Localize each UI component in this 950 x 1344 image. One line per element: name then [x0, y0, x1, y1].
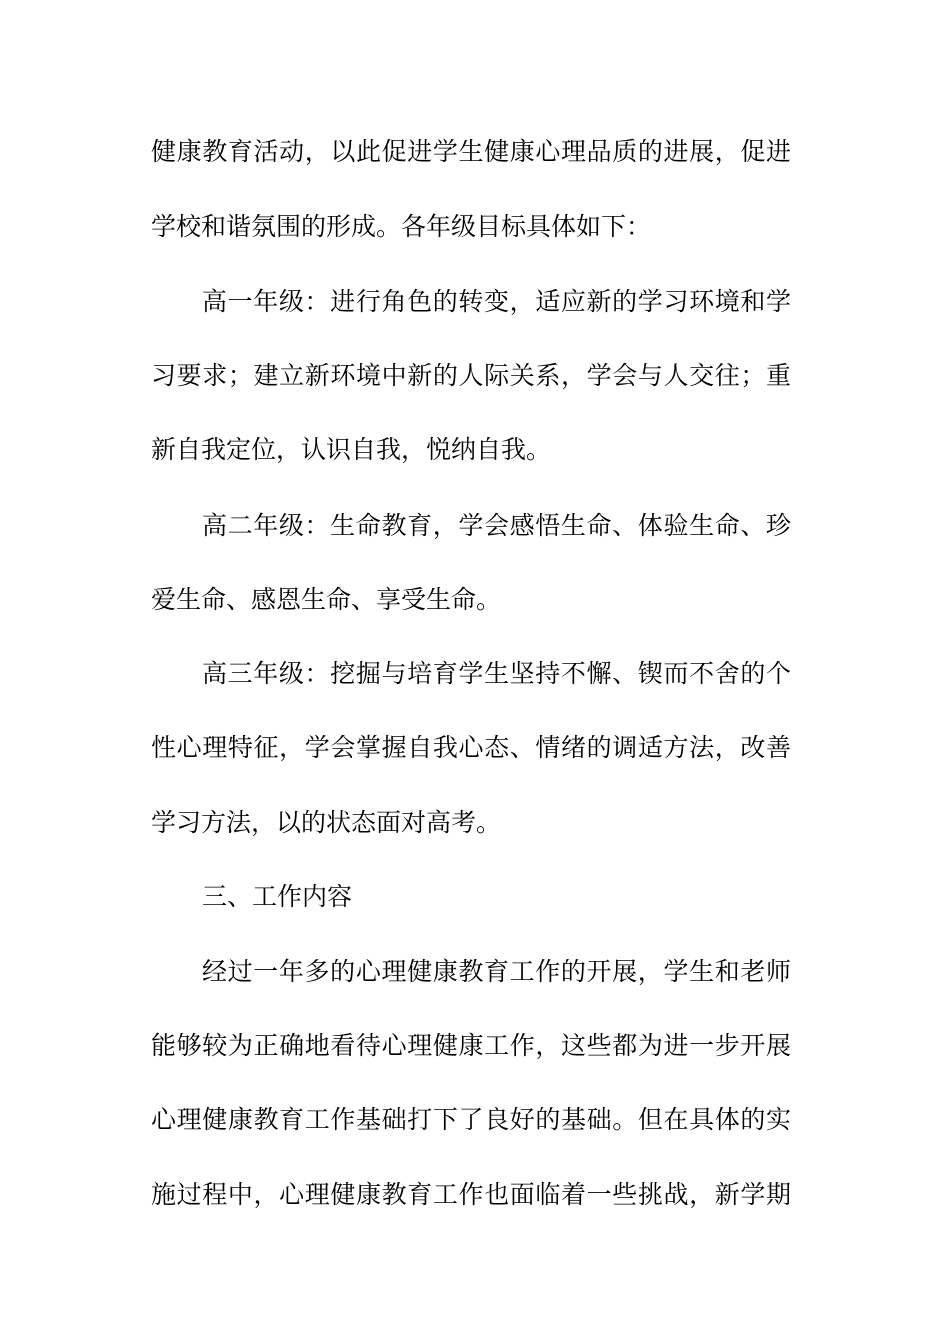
text-line: 高一年级：进行角色的转变，适应新的学习环境和学 — [202, 287, 791, 316]
text-line: 高二年级：生命教育，学会感悟生命、体验生命、珍 — [202, 511, 791, 540]
text-line: 习要求；建立新环境中新的人际关系，学会与人交往；重 — [151, 361, 791, 390]
text-line: 学校和谐氛围的形成。各年级目标具体如下： — [151, 212, 652, 241]
text-line: 性心理特征，学会掌握自我心态、情绪的调适方法，改善 — [151, 733, 791, 762]
text-line: 能够较为正确地看待心理健康工作，这些都为进一步开展 — [151, 1031, 791, 1060]
text-line: 经过一年多的心理健康教育工作的开展，学生和老师 — [202, 957, 791, 986]
section-heading: 三、工作内容 — [202, 882, 353, 911]
text-line: 新自我定位，认识自我，悦纳自我。 — [151, 435, 552, 464]
text-line: 爱生命、感恩生命、享受生命。 — [151, 585, 502, 614]
text-line: 心理健康教育工作基础打下了良好的基础。但在具体的实 — [151, 1105, 791, 1134]
text-line: 施过程中，心理健康教育工作也面临着一些挑战，新学期 — [151, 1180, 791, 1209]
text-line: 高三年级：挖掘与培育学生坚持不懈、锲而不舍的个 — [202, 659, 791, 688]
text-line: 学习方法，以的状态面对高考。 — [151, 808, 502, 837]
text-line: 健康教育活动，以此促进学生健康心理品质的进展，促进 — [151, 137, 791, 166]
